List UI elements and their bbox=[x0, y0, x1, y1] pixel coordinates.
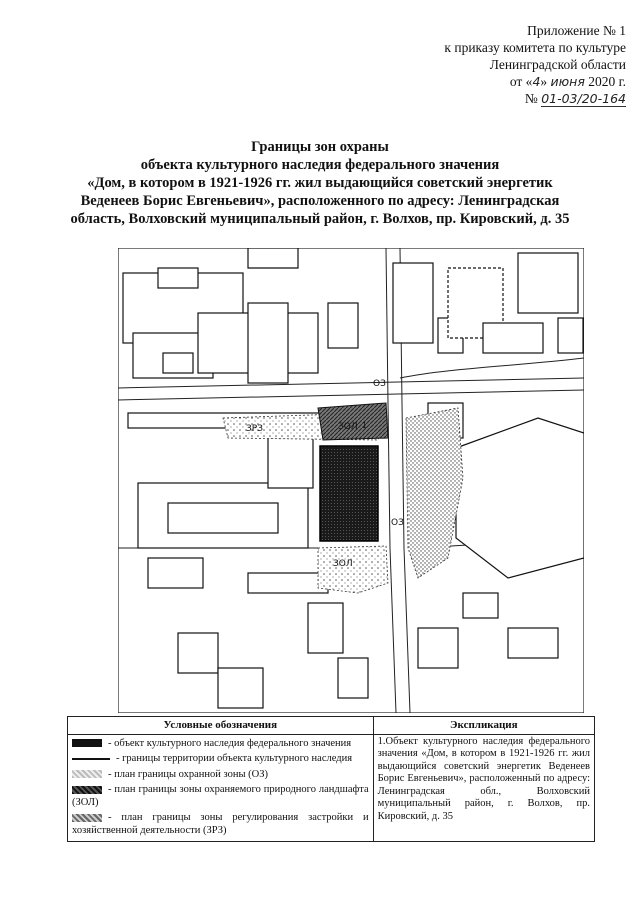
legend-item-zrz: - план границы зоны регулирования застройки и хозяйственной деятельности (ЗРЗ) bbox=[72, 812, 369, 836]
legend-table bbox=[67, 716, 595, 842]
zol-swatch bbox=[72, 786, 102, 794]
label-oz-mid: ОЗ bbox=[391, 518, 404, 528]
heritage-object bbox=[320, 446, 378, 541]
handwritten-number: 01-03/20-164 bbox=[541, 91, 626, 106]
label-zrz: ЗРЗ bbox=[246, 424, 263, 434]
legend-item-oz: - план границы охранной зоны (ОЗ) bbox=[72, 769, 369, 782]
site-plan-map bbox=[118, 248, 584, 713]
appendix-title: Приложение № 1 bbox=[527, 23, 626, 38]
label-zol-bottom: ЗОЛ bbox=[333, 559, 353, 569]
legend-item-territory: - границы территории объекта культурного наследия bbox=[72, 753, 369, 766]
legend-header: Условные обозначения bbox=[68, 717, 374, 735]
region-name: Ленинградской области bbox=[489, 57, 626, 72]
appendix-header bbox=[444, 22, 626, 107]
order-number: № 01-03/20-164 bbox=[524, 91, 626, 106]
handwritten-day: 4 bbox=[532, 74, 541, 89]
zol-zone-bottom bbox=[318, 546, 388, 593]
handwritten-month: июня bbox=[550, 74, 585, 89]
object-swatch bbox=[72, 739, 102, 747]
label-oz-top: ОЗ bbox=[373, 379, 386, 389]
label-plot-number: 1 bbox=[362, 421, 368, 430]
legend-item-zol: - план границы зоны охраняемого природного ландшафта (ЗОЛ) bbox=[72, 784, 369, 808]
order-reference: к приказу комитета по культуре bbox=[444, 40, 626, 55]
oz-swatch bbox=[72, 770, 102, 778]
label-zol-top: ЗОЛ bbox=[338, 422, 358, 432]
legend-items-cell bbox=[68, 734, 374, 842]
order-date: от «4» июня 2020 г. bbox=[509, 74, 626, 89]
document-title: Границы зон охраны объекта культурного наследия федерального значения «Дом, в котором в 1921-1926 гг. жил выдающийся советский энергетик Веденеев Борис Евгеньевич», расположенного по адресу: Ленинградская область, Волховский муниципальный район, г. Волхов, пр. Кировский, д. 35 bbox=[70, 139, 570, 227]
territory-line-swatch bbox=[72, 758, 110, 760]
explication-header: Экспликация bbox=[373, 717, 594, 735]
explication-text: 1.Объект культурного наследия федерального значения «Дом, в котором в 1921-1926 гг. жил выдающийся советский энергетик Веденеев Борис Евгеньевич», расположенный по адресу: Ленинградская обл., Волховский муниципальный район, г. Волхов, пр. Кировский, д. 35 bbox=[373, 734, 594, 842]
zrz-swatch bbox=[72, 814, 102, 822]
legend-item-object: - объект культурного наследия федерального значения bbox=[72, 738, 369, 751]
